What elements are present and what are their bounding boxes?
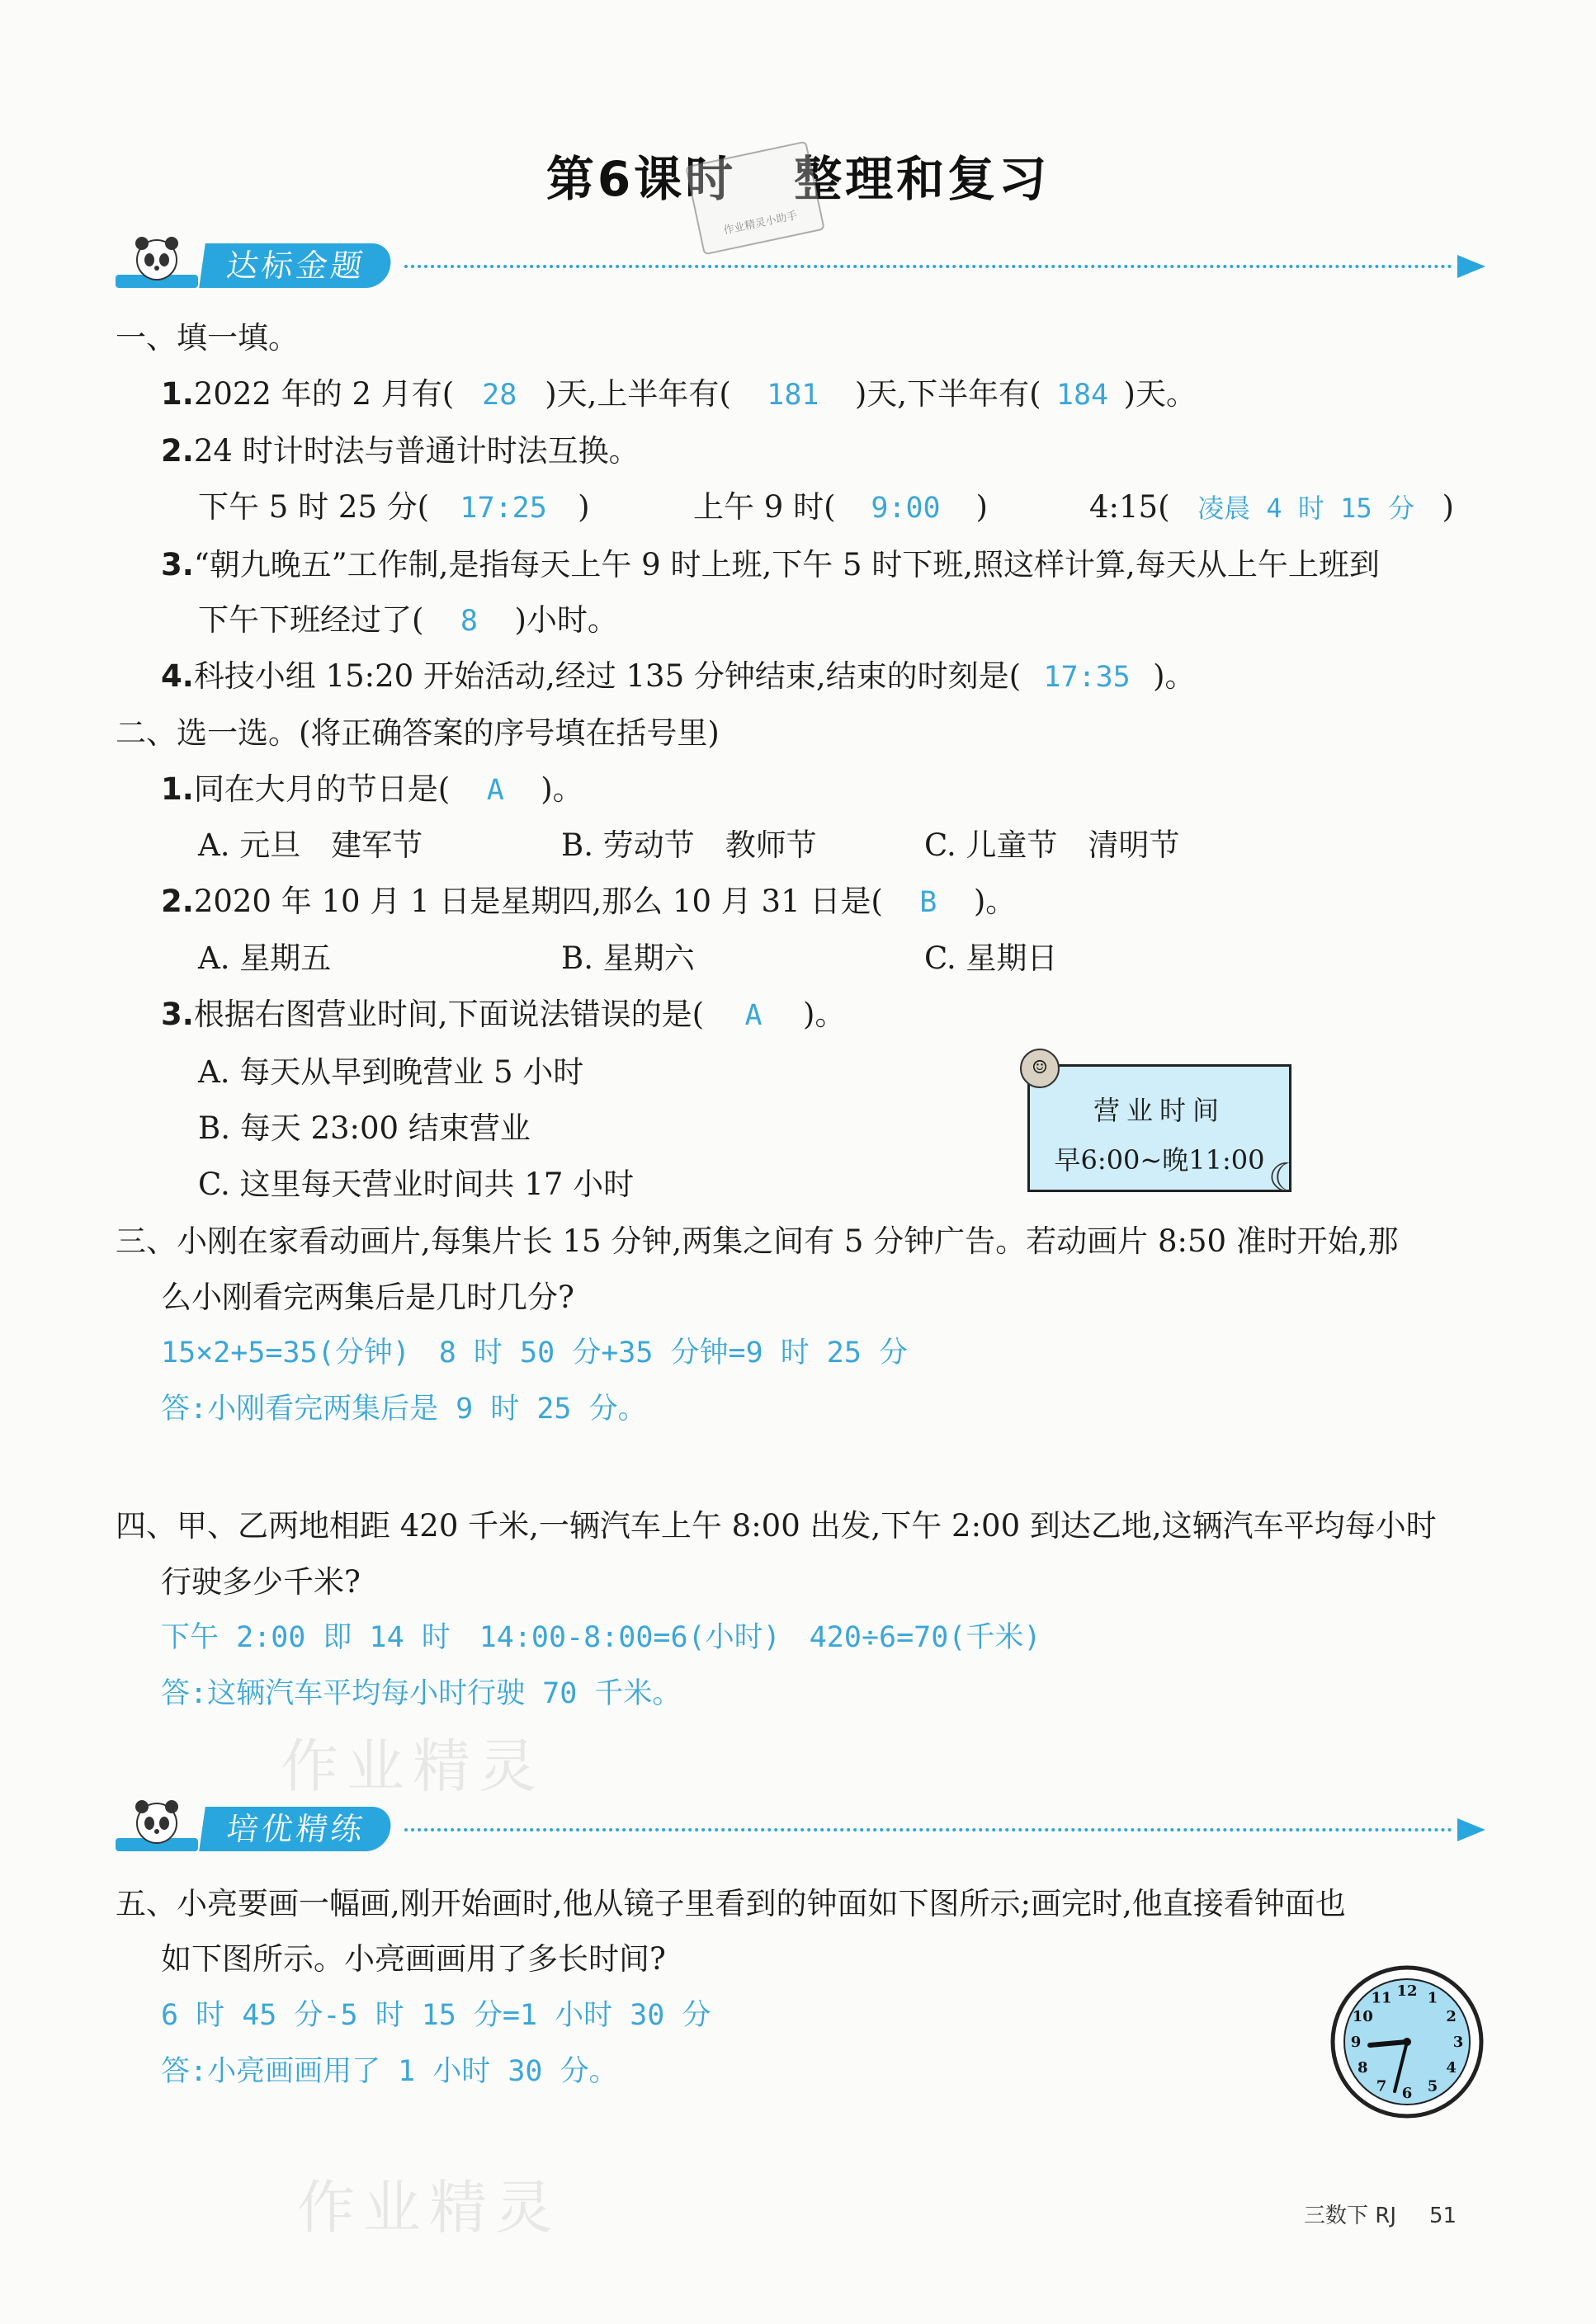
answer-blank: 17:25 [460, 492, 547, 525]
q4-answer: 答:这辆汽车平均每小时行驶 70 千米。 [161, 1677, 682, 1710]
q1-item-2-c2: 上午 9 时( 9:00 ) [693, 487, 988, 529]
clock-icon [1329, 1963, 1485, 2120]
section-label-1: 达标金题 [199, 243, 394, 288]
q2-item-3: 3.根据右图营业时间,下面说法错误的是( A )。 [161, 994, 845, 1036]
clock-numeral: 8 [1358, 2059, 1368, 2077]
panda-mascot-icon [116, 1798, 206, 1856]
q2-item-3-opt-a: A. 每天从早到晚营业 5 小时 [198, 1054, 584, 1090]
clock-numeral: 6 [1401, 2085, 1413, 2102]
lesson-number: 第6课时 [545, 151, 737, 207]
watermark: 作业精灵 [297, 2174, 561, 2242]
sign-hours: 早6:00~晚11:00 [1054, 1144, 1265, 1176]
section-label-2: 培优精练 [199, 1807, 394, 1851]
moon-icon: ☾ [1268, 1155, 1304, 1201]
section-banner-2 [116, 1798, 1485, 1856]
dotted-divider [404, 1828, 1452, 1831]
q2-heading: 二、选一选。(将正确答案的序号填在括号里) [116, 715, 720, 751]
clock-numeral: 10 [1352, 2008, 1373, 2025]
dotted-divider [404, 265, 1452, 268]
smiley-icon: ☺ [1020, 1049, 1060, 1088]
clock-numeral: 7 [1376, 2077, 1387, 2095]
q5-line-1: 五、小亮要画一幅画,刚开始画时,他从镜子里看到的钟面如下图所示;画完时,他直接看钟面也 [116, 1886, 1346, 1921]
q1-item-2-c1: 下午 5 时 25 分( 17:25 ) [198, 487, 590, 529]
clock-numeral: 5 [1427, 2077, 1438, 2095]
q2-item-2-opt-b: B. 星期六 [561, 940, 695, 976]
q1-item-2: 2.24 时计时法与普通计时法互换。 [161, 433, 640, 469]
clock-numeral: 2 [1446, 2008, 1457, 2025]
sign-title: 营业时间 [1093, 1095, 1225, 1126]
q3-line-1: 三、小刚在家看动画片,每集片长 15 分钟,两集之间有 5 分钟广告。若动画片 8:50 准时开始,那 [116, 1223, 1399, 1259]
clock-numeral: 12 [1396, 1982, 1418, 2000]
answer-blank: A [744, 999, 763, 1032]
q2-item-2: 2.2020 年 10 月 1 日是星期四,那么 10 月 31 日是( B )。 [161, 881, 1016, 923]
q1-item-2-c3: 4:15( 凌晨 4 时 15 分 ) [1089, 487, 1454, 529]
q2-item-1-opt-a: A. 元旦 建军节 [198, 827, 423, 863]
q2-item-3-opt-c: C. 这里每天营业时间共 17 小时 [198, 1167, 635, 1202]
q3-working: 15×2+5=35(分钟) 8 时 50 分+35 分钟=9 时 25 分 [161, 1336, 909, 1369]
answer-blank: 凌晨 4 时 15 分 [1197, 493, 1414, 524]
answer-blank: A [486, 774, 504, 807]
q5-working: 6 时 45 分-5 时 15 分=1 小时 30 分 [161, 1999, 711, 2032]
answer-blank: 28 [482, 379, 517, 412]
stamp-logo: 作业精灵小助手 [685, 141, 825, 256]
lesson-name: 整理和复习 [794, 151, 1051, 207]
clock-numeral: 9 [1350, 2034, 1362, 2051]
answer-blank: 184 [1055, 379, 1109, 412]
clock-numeral: 4 [1446, 2059, 1457, 2077]
clock-numeral: 11 [1371, 1989, 1392, 2007]
q3-line-2: 么小刚看完两集后是几时几分? [161, 1280, 574, 1315]
q5-line-2: 如下图所示。小亮画画用了多长时间? [161, 1941, 666, 1977]
q4-line-2: 行驶多少千米? [161, 1564, 361, 1600]
arrow-icon [1457, 1818, 1485, 1841]
q1-item-3-line2: 下午下班经过了( 8 )小时。 [198, 600, 618, 642]
answer-blank: 9:00 [871, 492, 941, 525]
page-number: 51 [1429, 2204, 1457, 2228]
q2-item-2-opt-a: A. 星期五 [198, 940, 332, 976]
section-banner-1 [116, 235, 1485, 293]
page-footer [1304, 2199, 1457, 2229]
q3-answer: 答:小刚看完两集后是 9 时 25 分。 [161, 1393, 647, 1426]
answer-blank: B [919, 886, 937, 919]
book-label: 三数下 RJ [1304, 2204, 1396, 2228]
q2-item-1-opt-b: B. 劳动节 教师节 [561, 827, 817, 863]
q1-item-4: 4.科技小组 15:20 开始活动,经过 135 分钟结束,结束的时刻是( 17:35 )。 [161, 656, 1196, 698]
q1-item-1: 1.2022 年的 2 月有( 28 )天,上半年有( 181 )天,下半年有( 184 )天。 [161, 374, 1197, 416]
q2-item-3-opt-b: B. 每天 23:00 结束营业 [198, 1110, 531, 1146]
q1-heading: 一、填一填。 [116, 320, 299, 356]
business-hours-sign [1027, 1058, 1304, 1201]
q5-answer: 答:小亮画画用了 1 小时 30 分。 [161, 2055, 618, 2088]
answer-blank: 17:35 [1043, 661, 1131, 694]
answer-blank: 181 [767, 379, 819, 412]
panda-mascot-icon [116, 235, 206, 293]
q4-line-1: 四、甲、乙两地相距 420 千米,一辆汽车上午 8:00 出发,下午 2:00 到达乙地,这辆汽车平均每小时 [116, 1508, 1437, 1544]
clock-numeral: 1 [1427, 1989, 1438, 2007]
q2-item-1: 1.同在大月的节日是( A )。 [161, 769, 583, 811]
q4-working: 下午 2:00 即 14 时 14:00-8:00=6(小时) 420÷6=70(千米) [161, 1621, 1041, 1654]
q1-item-3: 3.“朝九晚五”工作制,是指每天上午 9 时上班,下午 5 时下班,照这样计算,每天从上午上班到 [161, 547, 1380, 582]
arrow-icon [1457, 255, 1485, 278]
watermark: 作业精灵 [281, 1732, 545, 1800]
clock-numeral: 3 [1452, 2034, 1464, 2051]
answer-blank: 8 [460, 605, 478, 638]
q2-item-1-opt-c: C. 儿童节 清明节 [924, 827, 1180, 863]
q2-item-2-opt-c: C. 星期日 [924, 940, 1058, 976]
